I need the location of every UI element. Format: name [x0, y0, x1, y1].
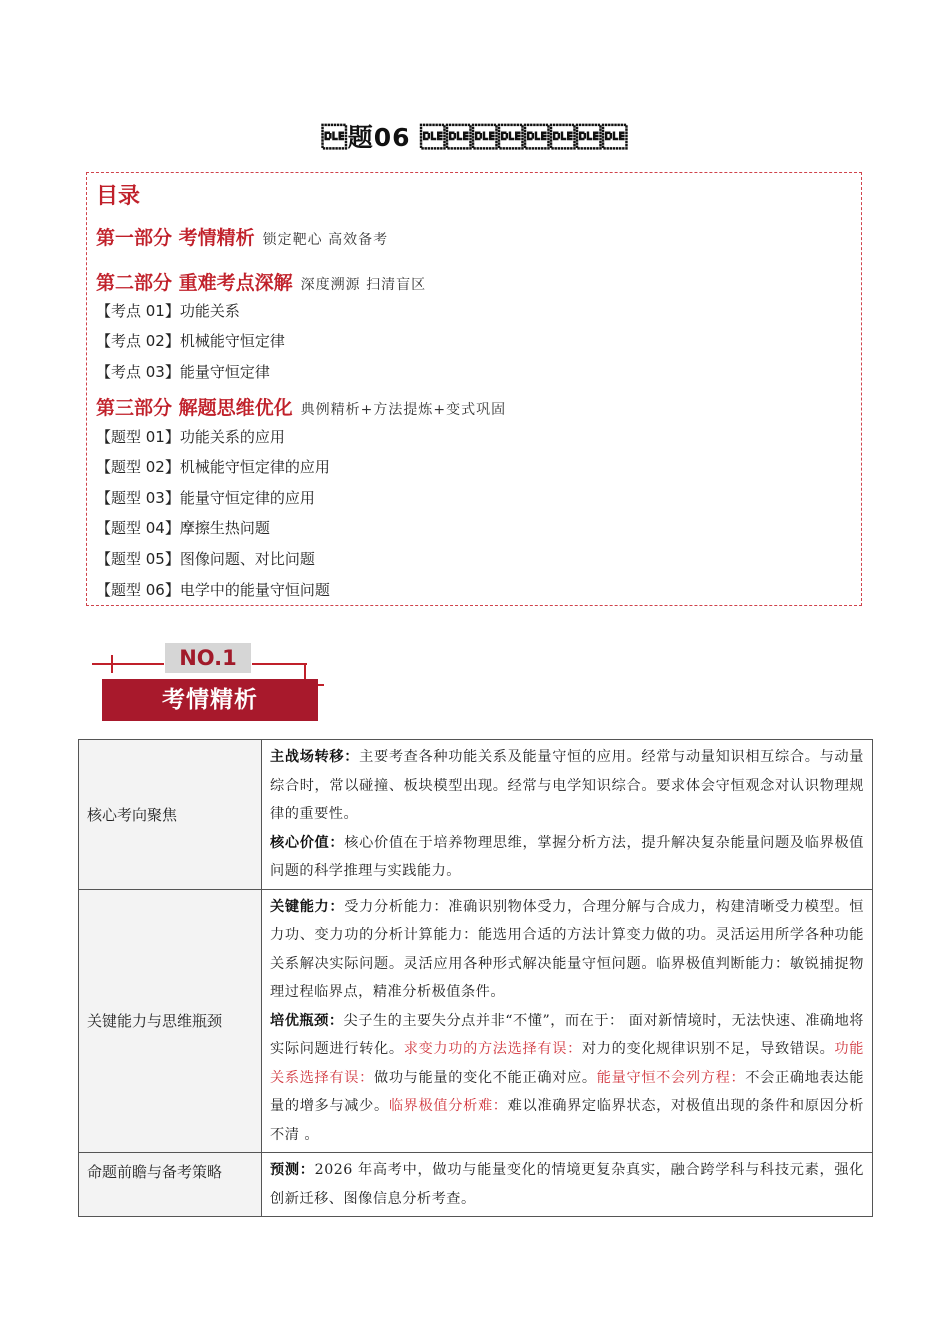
- toc-part-title: 第二部分 重难考点深解: [96, 272, 293, 294]
- keyword: 核心价值：: [270, 834, 345, 851]
- keyword: 培优瓶颈：: [270, 1012, 344, 1029]
- keyword: 关键能力：: [270, 898, 345, 915]
- toc-item-kaodian-03[interactable]: 【考点 03】能量守恒定律: [96, 363, 270, 381]
- toc-part-subtitle: 深度溯源 扫清盲区: [300, 277, 427, 293]
- banner-label: 考情精析: [102, 679, 318, 721]
- paragraph-text: 不会正确地表达能量的增多与减少。: [270, 1069, 864, 1114]
- paragraph-text: 难以准确界定临界状态，对极值出现的条件和原因分析不清 。: [270, 1098, 864, 1143]
- paragraph: [270, 743, 864, 829]
- toc-item-kaodian-02[interactable]: 【考点 02】机械能守恒定律: [96, 332, 285, 350]
- table-of-contents: [86, 172, 862, 606]
- banner-number: NO.1: [165, 643, 251, 673]
- banner-line: [92, 663, 164, 665]
- paragraph-text: 2026 年高考中，做功与能量变化的情境更复杂真实，融合跨学科与科技元素，强化创新迁移、图像信息分析考查。: [270, 1162, 864, 1207]
- paragraph-text: 核心价值在于培养物理思维，掌握分析方法，提升解决复杂能量问题及临界极值问题的科学推理与实践能力。: [270, 834, 864, 879]
- keyword: 主战场转移：: [270, 749, 360, 765]
- paragraph: [270, 1007, 864, 1150]
- toc-item-tixing-03[interactable]: 【题型 03】能量守恒定律的应用: [96, 489, 315, 507]
- toc-part-3: [96, 393, 506, 420]
- keyword: 预测：: [270, 1162, 315, 1178]
- toc-item-tixing-04[interactable]: 【题型 04】摩擦生热问题: [96, 519, 270, 537]
- toc-part-subtitle: 锁定靶心 高效备考: [262, 232, 389, 248]
- toc-item-tixing-01[interactable]: 【题型 01】功能关系的应用: [96, 428, 285, 446]
- row-content: [262, 889, 873, 1153]
- row-content: [262, 740, 873, 890]
- paragraph-text: 做功与能量的变化不能正确对应。: [373, 1069, 597, 1086]
- section-banner: [92, 643, 332, 727]
- table-row: [79, 1153, 873, 1217]
- paragraph: [270, 829, 864, 886]
- toc-part-title: 第三部分 解题思维优化: [96, 397, 293, 419]
- paragraph-text: 主要考查各种功能关系及能量守恒的应用。经常与动量知识相互综合。与动量综合时，常以碰撞、板块模型出现。经常与电学知识综合。要求体会守恒观念对认识物理规律的重要性。: [270, 749, 864, 822]
- toc-item-tixing-02[interactable]: 【题型 02】机械能守恒定律的应用: [96, 458, 330, 476]
- analysis-table: [78, 739, 873, 1217]
- toc-part-subtitle: 典例精析+方法提炼+变式巩固: [300, 402, 507, 418]
- row-label: 关键能力与思维瓶颈: [79, 889, 262, 1153]
- highlight-text: 功能关系选择有误：: [270, 1041, 864, 1086]
- row-label: 命题前瞻与备考策略: [79, 1153, 262, 1217]
- paragraph-text: 尖子生的主要失分点并非“不懂”，而在于： 面对新情境时，无法快速、准确地将实际问题进行转化。: [270, 1012, 864, 1057]
- highlight-text: 临界极值分析难：: [388, 1098, 508, 1114]
- paragraph-text: 对力的变化规律识别不足，导致错误。: [581, 1041, 835, 1057]
- paragraph: [270, 893, 864, 1007]
- row-content: [262, 1153, 873, 1217]
- toc-part-title: 第一部分 考情精析: [96, 227, 255, 249]
- paragraph: [270, 1156, 864, 1213]
- highlight-text: 求变力功的方法选择有误：: [403, 1041, 582, 1057]
- banner-line: [252, 663, 307, 665]
- toc-item-tixing-06[interactable]: 【题型 06】电学中的能量守恒问题: [96, 581, 330, 599]
- toc-item-kaodian-01[interactable]: 【考点 01】功能关系: [96, 302, 240, 320]
- row-label: 核心考向聚焦: [79, 740, 262, 890]
- page-title: 题06 : [321, 123, 629, 152]
- banner-tick: [111, 655, 113, 673]
- toc-item-tixing-05[interactable]: 【题型 05】图像问题、对比问题: [96, 550, 315, 568]
- toc-part-1: [96, 223, 388, 250]
- table-row: [79, 889, 873, 1153]
- table-row: [79, 740, 873, 890]
- toc-part-2: [96, 268, 426, 295]
- highlight-text: 能量守恒不会列方程：: [596, 1069, 746, 1086]
- toc-heading: 目录: [96, 184, 141, 209]
- paragraph-text: 受力分析能力：准确识别物体受力，合理分解与合成力，构建清晰受力模型。恒力功、变力功的分析计算能力：能选用合适的方法计算变力做的功。灵活运用所学各种功能关系解决实际问题。灵活应用各种形式解决能量守恒问题。临界极值判断能力：敏锐捕捉物理过程临界点，精准分析极值条件。: [270, 898, 864, 1000]
